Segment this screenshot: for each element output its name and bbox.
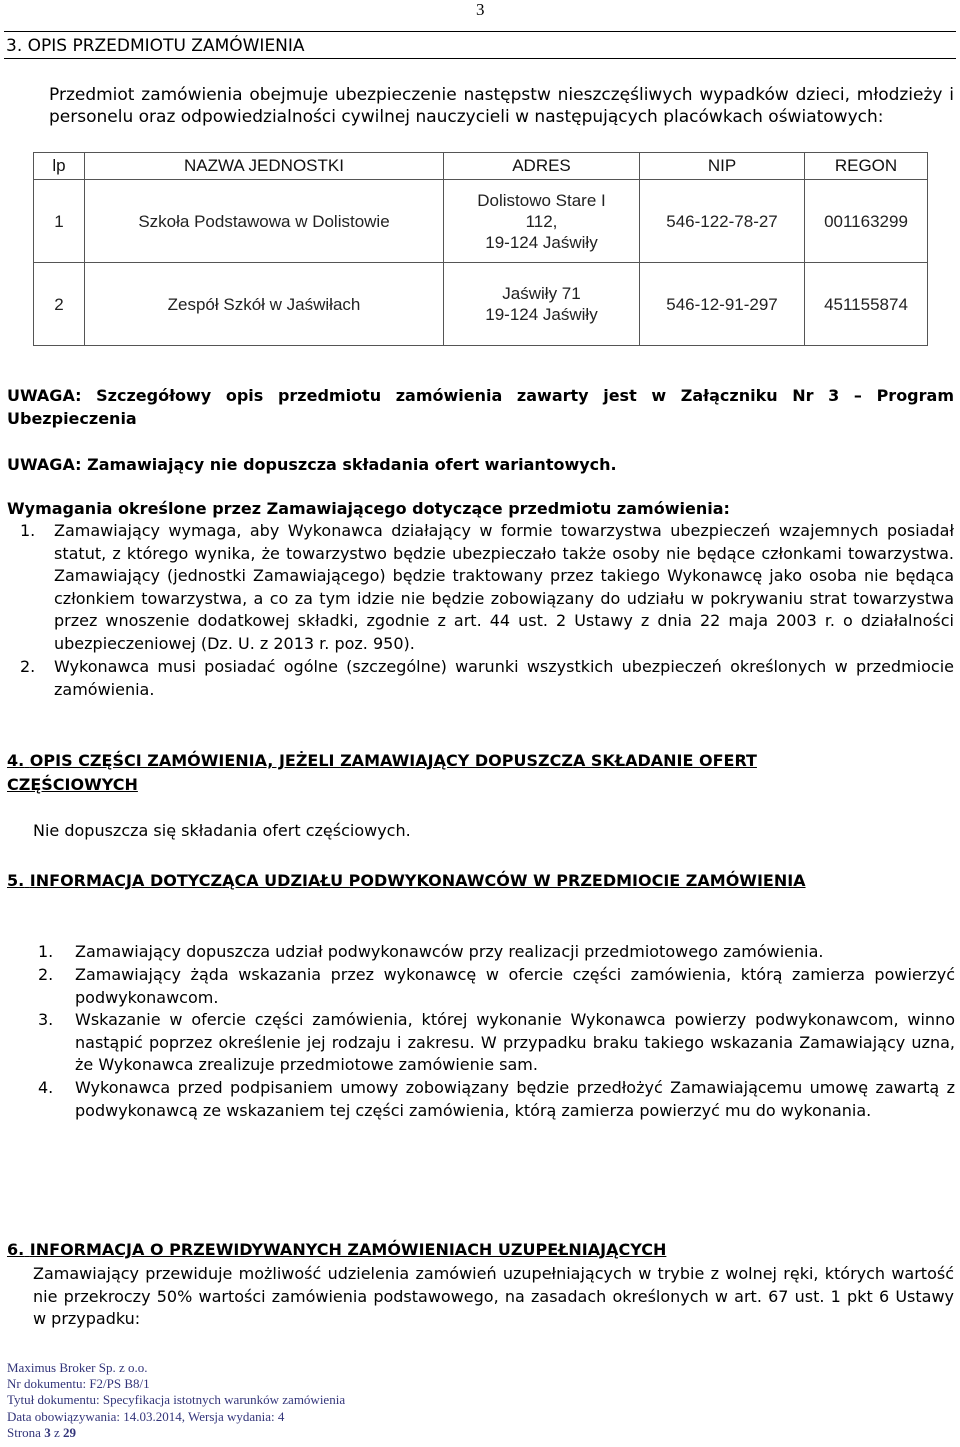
address-line: Jaświły 71 (502, 284, 581, 303)
address-line: 19-124 Jaświły (485, 305, 598, 324)
table-header-row (34, 153, 928, 180)
sub-item-number: 4. (38, 1078, 54, 1097)
cell-name: Zespół Szkół w Jaświłach (85, 263, 444, 346)
units-table (33, 152, 928, 346)
col-address: ADRES (444, 153, 640, 180)
section-4-title: 4. OPIS CZĘŚCI ZAMÓWIENIA, JEŻELI ZAMAWIAJĄCY DOPUSZCZA SKŁADANIE OFERT CZĘŚCIOWYCH (7, 751, 757, 794)
sub-item-number: 3. (38, 1010, 54, 1029)
sub-item-text: Wskazanie w ofercie części zamówienia, której wykonanie Wykonawca powierzy podwykonawcom, winno nastąpić poprzez określenie jej rodzaju i zakresu. W przypadku braku takiego wskazania Zamawiający uzna, że Wykonawca zrealizuje przedmiotowe zamówienie sam. (75, 1010, 955, 1075)
table-row (34, 180, 928, 263)
sub-item-number: 2. (38, 965, 54, 984)
address-line: Dolistowo Stare I (477, 190, 606, 210)
col-regon: REGON (805, 153, 928, 180)
cell-name: Szkoła Podstawowa w Dolistowie (85, 180, 444, 263)
page-number: 3 (476, 0, 485, 19)
cell-nip: 546-12-91-297 (640, 263, 805, 346)
cell-nip: 546-122-78-27 (640, 180, 805, 263)
note-no-variants: UWAGA: Zamawiający nie dopuszcza składania ofert wariantowych. (7, 455, 617, 474)
col-lp: lp (34, 153, 85, 180)
table-row (34, 263, 928, 346)
footer-doc-title: Tytuł dokumentu: Specyfikacja istotnych warunków zamówienia (7, 1392, 346, 1408)
req-item-number: 2. (20, 657, 36, 676)
address-line: 19-124 Jaświły (485, 232, 598, 252)
cell-regon: 451155874 (805, 263, 928, 346)
cell-address (444, 180, 640, 263)
cell-address (444, 263, 640, 346)
col-name: NAZWA JEDNOSTKI (85, 153, 444, 180)
section-6-text: Zamawiający przewiduje możliwość udzielenia zamówień uzupełniających w trybie z wolnej ręki, których wartość nie przekroczy 50% wartości zamówienia podstawowego, na zasadach określonych w art. 67 ust. 1 pkt 6 Ustawy w przypadku: (33, 1264, 954, 1329)
req-item-text: Zamawiający wymaga, aby Wykonawca działający w formie towarzystwa ubezpieczeń wzajemnych posiadał statut, z którego wynika, że towarzystwo będzie ubezpieczało także osoby nie będące członkami towarzystwa. Zamawiający (jednostki Zamawiającego) będzie traktowany przez takiego Wykonawcę jako osoba nie będąca członkiem towarzystwa, a co za tym idzie nie będzie zobowiązany do udziału w pokrywaniu strat towarzystwa przez wnoszenie dodatkowej składki, zgodnie z art. 44 ust. 2 Ustawy z dnia 22 maja 2003 r. o działalności ubezpieczeniowej (Dz. U. z 2013 r. poz. 950). (54, 521, 954, 653)
cell-lp: 2 (34, 263, 85, 346)
footer-company: Maximus Broker Sp. z o.o. (7, 1360, 148, 1375)
sub-item-number: 1. (38, 942, 54, 961)
section-6-title: 6. INFORMACJA O PRZEWIDYWANYCH ZAMÓWIENIACH UZUPEŁNIAJĄCYCH (7, 1240, 667, 1259)
footer-doc-number: Nr dokumentu: F2/PS B8/1 (7, 1376, 150, 1392)
requirements-heading: Wymagania określone przez Zamawiającego dotyczące przedmiotu zamówienia: (7, 499, 730, 518)
cell-regon: 001163299 (805, 180, 928, 263)
req-item-number: 1. (20, 521, 36, 540)
col-nip: NIP (640, 153, 805, 180)
footer-page-indicator: Strona 3 z 29 (7, 1424, 76, 1440)
section-3-title: 3. OPIS PRZEDMIOTU ZAMÓWIENIA (4, 31, 956, 59)
document-footer (7, 1360, 345, 1441)
sub-item-text: Zamawiający żąda wskazania przez wykonawcę w ofercie części zamówienia, którą zamierza powierzyć podwykonawcom. (75, 965, 955, 1007)
section-3-intro: Przedmiot zamówienia obejmuje ubezpieczenie następstw nieszczęśliwych wypadków dzieci, młodzieży i personelu oraz odpowiedzialności cywilnej nauczycieli w następujących placówkach oświatowych: (49, 85, 954, 127)
footer-validity: Data obowiązywania: 14.03.2014, Wersja wydania: 4 (7, 1408, 285, 1424)
sub-item-text: Wykonawca przed podpisaniem umowy zobowiązany będzie przedłożyć Zamawiającemu umowę zawartą z podwykonawcą ze wskazaniem tej części zamówienia, którą zamierza powierzyć mu do wykonania. (75, 1078, 955, 1120)
address-line: 112, (525, 211, 558, 231)
section-4-text: Nie dopuszcza się składania ofert częściowych. (33, 821, 411, 840)
sub-item-text: Zamawiający dopuszcza udział podwykonawców przy realizacji przedmiotowego zamówienia. (75, 942, 824, 961)
note-attachment-line1: UWAGA: Szczegółowy opis przedmiotu zamówienia zawarty jest w Załączniku Nr 3 – Program (7, 386, 954, 405)
cell-lp: 1 (34, 180, 85, 263)
note-attachment-line2: Ubezpieczenia (7, 409, 137, 428)
req-item-text: Wykonawca musi posiadać ogólne (szczególne) warunki wszystkich ubezpieczeń określonych w przedmiocie zamówienia. (54, 657, 954, 699)
section-5-title: 5. INFORMACJA DOTYCZĄCA UDZIAŁU PODWYKONAWCÓW W PRZEDMIOCIE ZAMÓWIENIA (7, 871, 806, 890)
